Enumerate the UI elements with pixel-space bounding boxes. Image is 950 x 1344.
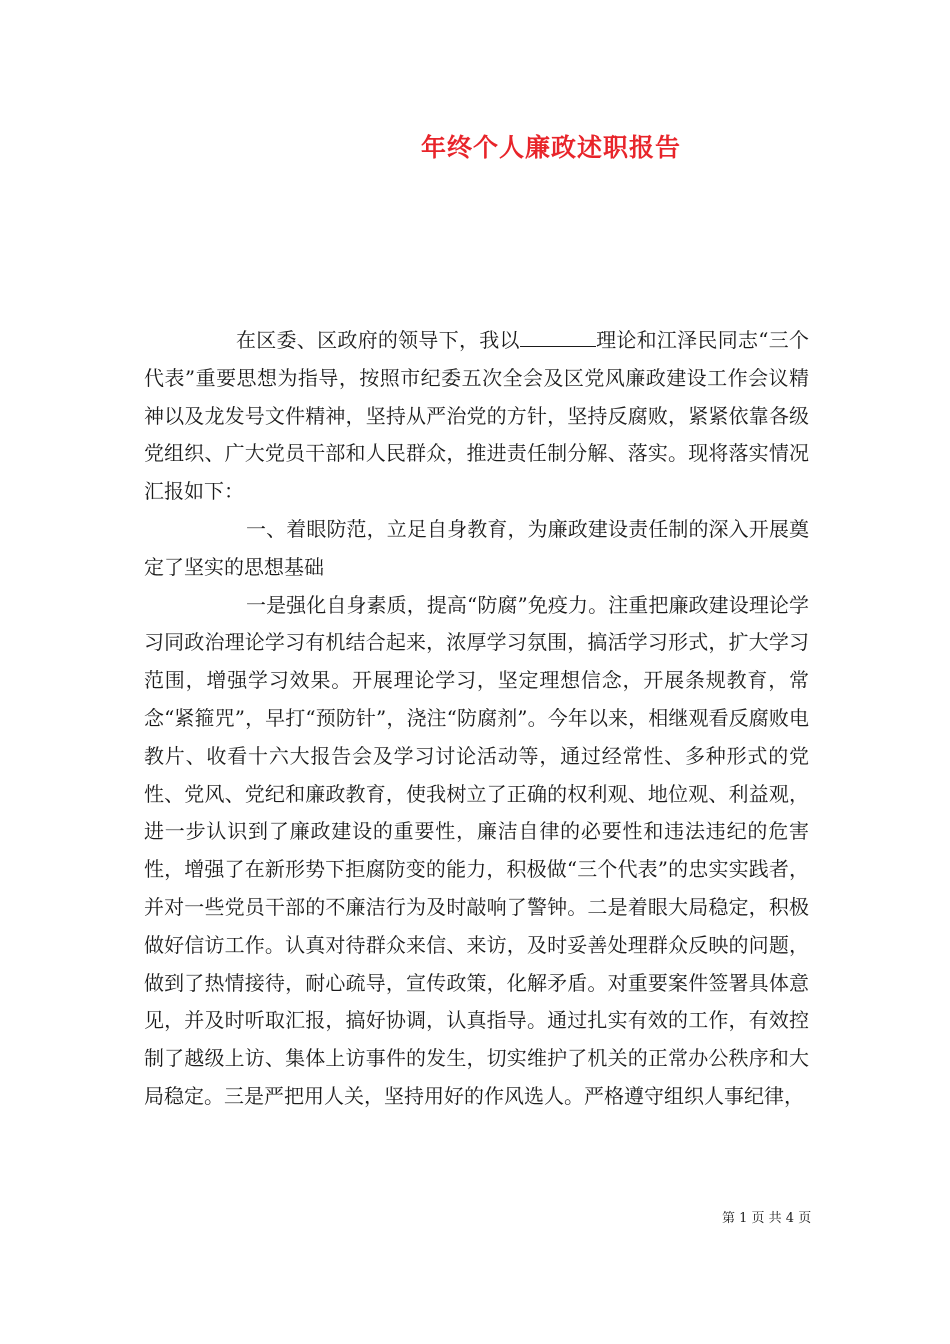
section1-body: 一是强化自身素质，提高“防腐”免疫力。注重把廉政建设理论学习同政治理论学习有机结合起来，浓厚学习氛围，搞活学习形式，扩大学习范围，增强学习效果。开展理论学习，坚定理想信念，开展条规教育，常念“紧箍咒”，早打“预防针”，浇注“防腐剂”。今年以来，相继观看反腐败电教片、收看十六大报告会及学习讨论活动等，通过经常性、多种形式的党性、党风、党纪和廉政教育，使我树立了正确的权利观、地位观、利益观，进一步认识到了廉政建设的重要性，廉洁自律的必要性和违法违纪的危害性，增强了在新形势下拒腐防变的能力，积极做“三个代表”的忠实实践者，并对一些党员干部的不廉洁行为及时敲响了警钟。二是着眼大局稳定，积极做好信访工作。认真对待群众来信、来访，及时妥善处理群众反映的问题，做到了热情接待，耐心疏导，宣传政策，化解矛盾。对重要案件签署具体意见，并及时听取汇报，搞好协调，认真指导。通过扎实有效的工作，有效控制了越级上访、集体上访事件的发生，切实维护了机关的正常办公秩序和大局稳定。三是严把用人关，坚持用好的作风选人。严格遵守组织人事纪律， [144, 592, 809, 1108]
document-title: 年终个人廉政述职报告 [420, 133, 681, 162]
document-body [144, 322, 809, 1116]
intro-paragraph [144, 322, 809, 511]
page-number-footer: 第 1 页 共 4 页 [722, 1211, 812, 1226]
fill-in-blank [520, 328, 596, 347]
section1-heading: 一、着眼防范，立足自身教育，为廉政建设责任制的深入开展奠定了坚实的思想基础 [144, 516, 809, 579]
intro-text-part2: 理论和江泽民同志“三个代表”重要思想为指导，按照市纪委五次全会及区党风廉政建设工作会议精神以及龙发号文件精神，坚持从严治党的方针，坚持反腐败，紧紧依靠各级党组织、广大党员干部和人民群众，推进责任制分解、落实。现将落实情况汇报如下： [144, 328, 809, 504]
intro-text-part1: 在区委、区政府的领导下，我以 [236, 328, 520, 352]
